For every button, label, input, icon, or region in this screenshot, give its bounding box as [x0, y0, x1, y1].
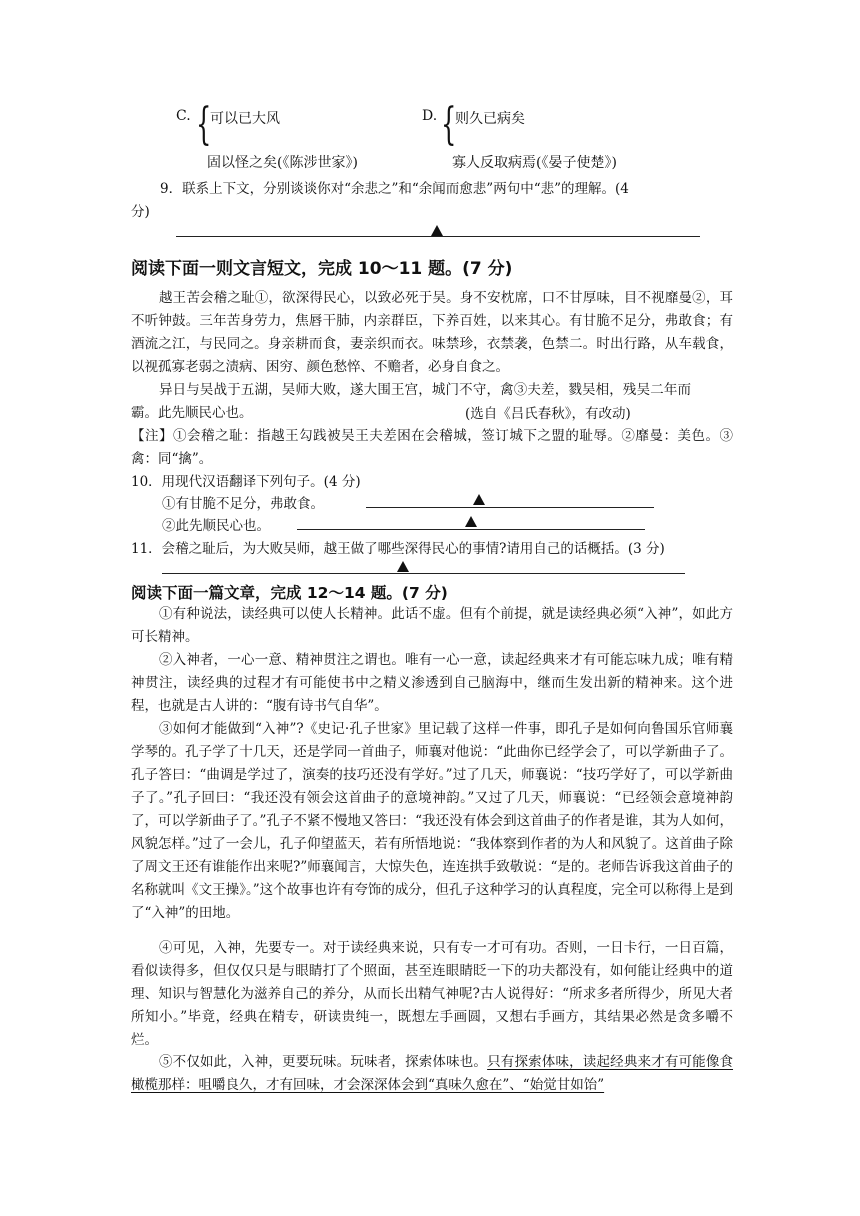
- q10-item2-answer-line[interactable]: [297, 529, 645, 530]
- q9-line2: 分): [131, 204, 150, 220]
- triangle-icon: [431, 225, 443, 236]
- q11-answer-line[interactable]: [162, 573, 685, 574]
- q10-stem: 10．用现代汉语翻译下列句子。(4 分): [131, 474, 361, 490]
- section2-para2: 异日与吴战于五湖，吴师大败，遂大围王宫，城门不守，禽③夫差，戮吴相，残吴二年而霸。此先顺民心也。: [131, 382, 691, 421]
- section3-para3: ③如何才能做到“入神”?《史记·孔子世家》里记载了这样一件事，即孔子是如何向鲁国乐官师襄学琴的。孔子学了十几天，还是学同一首曲子，师襄对他说：“此曲你已经学会了，可以学新曲子了。孔子答曰：“曲调是学过了，演奏的技巧还没有学好。”过了几天，师襄说：“技巧学好了，可以学新曲子了。”孔子回曰：“我还没有领会这首曲子的意境神韵。”又过了几天，师襄说：“已经领会意境神韵了，可以学新曲子了。”孔子不紧不慢地又答曰：“我还没有体会到这首曲子的作者是谁，其为人如何，风貌怎样。”过了一会儿，孔子仰望蓝天，若有所悟地说：“我体察到作者的为人和风貌了。这首曲子除了周文王还有谁能作出来呢?”师襄闻言，大惊失色，连连拱手致敬说：“是的。老师告诉我这首曲子的名称就叫《文王操》。”这个故事也许有夸饰的成分，但孔子这种学习的认真程度，完全可以称得上是到了“入神”的田地。: [131, 721, 733, 921]
- option-c-label: C.: [176, 108, 191, 124]
- q10-item2: ②此先顺民心也。: [162, 518, 270, 534]
- section3-heading: 阅读下面一篇文章，完成 12～14 题。(7 分): [131, 584, 448, 602]
- para5-plain: ⑤不仅如此，入神，更要玩味。玩味者，探索体味也。: [159, 1054, 488, 1070]
- option-d-bottom: 寡人反取病焉(《晏子使楚》): [452, 155, 617, 171]
- section3-para4: ④可见，入神，先要专一。对于读经典来说，只有专一才可有功。否则，一日卡行，一日百篇，看似读得多，但仅仅只是与眼睛打了个照面，甚至连眼睛眨一下的功夫都没有，如何能让经典中的道理、知识与智慧化为滋养自己的养分，从而长出精气神呢?古人说得好：“所求多者所得少，所见大者所知小。”毕竟，经典在精专，研读贵纯一，既想左手画圆，又想右手画方，其结果必然是贪多嚼不烂。: [131, 940, 733, 1048]
- section3-para2: ②入神者，一心一意、精神贯注之谓也。唯有一心一意，读起经典来才有可能忘味九成；唯有精神贯注，读经典的过程才有可能使书中之精义渗透到自己脑海中，继而生发出新的精神来。这个进程，也就是古人讲的：“腹有诗书气自华”。: [131, 652, 733, 714]
- para5-underlined: 只有探索体味，读起经典来才有可能像食橄榄那样：咀嚼良久，才有回味，才会深深体会到“真味久愈在”、“始觉甘如饴”: [131, 1054, 734, 1093]
- section2-source: (选自《吕氏春秋》，有改动): [465, 406, 631, 422]
- option-d-top: 则久已病矣: [455, 111, 525, 127]
- q9-line1: 9．联系上下文，分别谈谈你对“余悲之”和“余闻而愈悲”两句中“悲”的理解。(4: [160, 181, 629, 197]
- option-d-label: D.: [422, 108, 438, 124]
- section2-note: 【注】①会稽之耻：指越王勾践被吴王夫差困在会稽城，签订城下之盟的耻辱。②靡曼：美色。③禽：同“擒”。: [131, 428, 733, 467]
- q10-item1-answer-line[interactable]: [366, 507, 654, 508]
- section2-para1: 越王苦会稽之耻①，欲深得民心，以致必死于吴。身不安枕席，口不甘厚味，目不视靡曼②，耳不听钟鼓。三年苦身劳力，焦唇干肺，内亲群臣，下养百姓，以来其心。有甘脆不足分，弗敢食；有酒流之江，与民同之。身亲耕而食，妻亲织而衣。味禁珍，衣禁袭，色禁二。时出行路，从车载食，以视孤寡老弱之渍病、困穷、颜色愁悴、不赡者，必身自食之。: [131, 290, 733, 375]
- section2-heading: 阅读下面一则文言短文，完成 10～11 题。(7 分): [131, 259, 513, 279]
- q11-stem: 11．会稽之耻后，为大败吴师，越王做了哪些深得民心的事情?请用自己的话概括。(3 分): [131, 541, 665, 557]
- option-c-bottom: 固以怪之矣(《陈涉世家》): [207, 155, 358, 171]
- triangle-icon: [397, 561, 409, 572]
- brace-c-icon: {: [196, 99, 212, 150]
- section3-para1: ①有种说法，读经典可以使人长精神。此话不虚。但有个前提，就是读经典必须“入神”，如此方可长精神。: [131, 606, 733, 645]
- brace-d-icon: {: [441, 99, 457, 150]
- q10-item1: ①有甘脆不足分，弗敢食。: [162, 496, 324, 512]
- section3-para5: [131, 1051, 733, 1097]
- q9-answer-line[interactable]: [176, 236, 700, 237]
- triangle-icon: [473, 494, 485, 505]
- option-c-top: 可以已大风: [210, 111, 280, 127]
- triangle-icon: [465, 516, 477, 527]
